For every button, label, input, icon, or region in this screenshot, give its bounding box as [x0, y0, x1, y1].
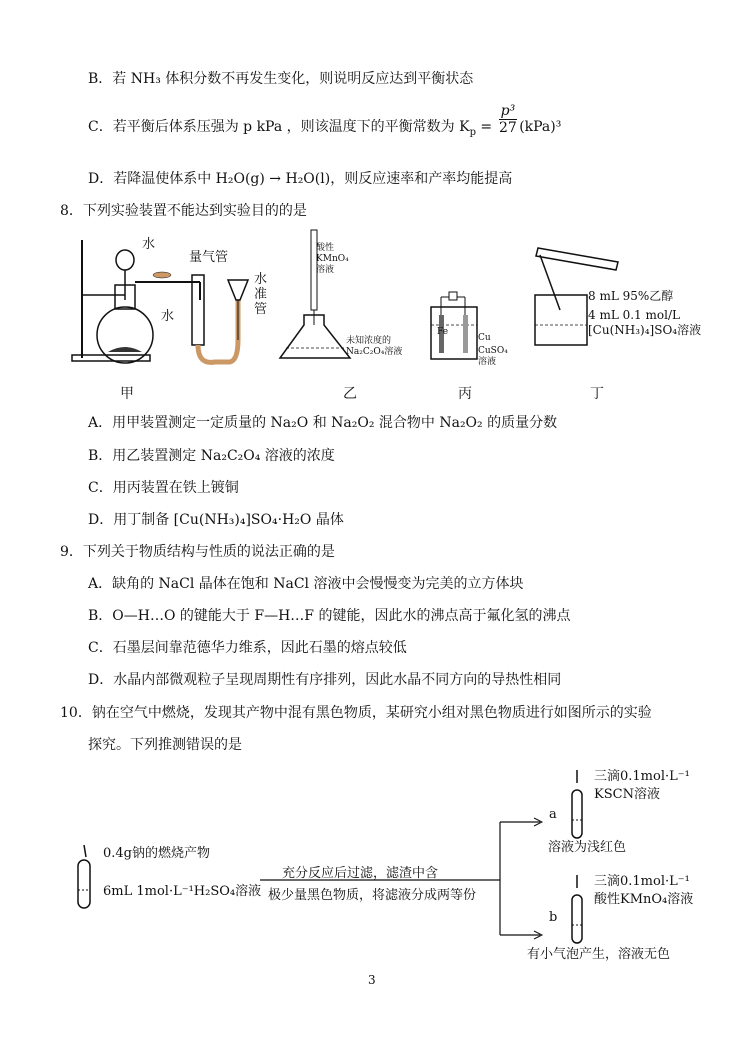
label-unknown-na2c2o4: 未知浓度的Na₂C₂O₄溶液: [346, 336, 403, 357]
caption-jia: 甲: [120, 386, 134, 402]
label-cu-ammonia-complex: 4 mL 0.1 mol/L [Cu(NH₃)₄]SO₄溶液: [588, 308, 702, 337]
arrow-text-top: 充分反应后过滤，滤渣中含: [282, 866, 439, 881]
arrow-text-bottom: 极少量黑色物质，将滤液分成两等份: [268, 888, 477, 903]
q7-fraction: [499, 103, 518, 136]
label-kscn: KSCN溶液: [594, 787, 660, 802]
q7-option-d: D．若降温使体系中 H₂O(g) → H₂O(l)，则反应速率和产率均能提高: [88, 171, 513, 187]
label-kscn-conc: 三滴0.1mol·L⁻¹: [594, 769, 690, 784]
label-kmno4-conc: 三滴0.1mol·L⁻¹: [594, 874, 690, 889]
q9-option-d: D．水晶内部微观粒子呈现周期性有序排列，因此水晶不同方向的导热性相同: [88, 672, 562, 688]
label-na-product: 0.4g钠的燃烧产物: [103, 846, 210, 861]
q7-kp-sub: p: [469, 126, 476, 138]
apparatus-jia-figure: [70, 230, 260, 370]
q9-option-c: C．石墨层间靠范德华力维系，因此石墨的熔点较低: [88, 640, 407, 656]
q9-option-b: B．O—H…O 的键能大于 F—H…F 的键能，因此水的沸点高于氟化氢的沸点: [88, 608, 571, 624]
label-cu: Cu: [478, 333, 491, 343]
page-number: 3: [368, 973, 376, 987]
label-kmno4: 酸性KMnO₄溶液: [316, 243, 349, 275]
q8-option-a: A．用甲装置测定一定质量的 Na₂O 和 Na₂O₂ 混合物中 Na₂O₂ 的质量分数: [88, 415, 558, 431]
q8-stem: 8．下列实验装置不能达到实验目的的是: [60, 203, 307, 219]
apparatus-bing-figure: [425, 295, 485, 365]
q9-stem: 9．下列关于物质结构与性质的说法正确的是: [60, 544, 335, 560]
q8-option-b: B．用乙装置测定 Na₂C₂O₄ 溶液的浓度: [88, 448, 335, 464]
q10-stem-line2: 探究。下列推测错误的是: [88, 737, 242, 753]
caption-ding: 丁: [590, 386, 604, 402]
q7-option-b: B．若 NH₃ 体积分数不再发生变化，则说明反应达到平衡状态: [88, 71, 474, 87]
label-fe: Fe: [437, 327, 449, 337]
label-kmno4-acid: 酸性KMnO₄溶液: [594, 892, 694, 907]
result-b: 有小气泡产生，溶液无色: [527, 947, 671, 962]
result-a: 溶液为浅红色: [548, 840, 627, 855]
label-leveling-tube: 水准管: [254, 272, 268, 317]
label-h2so4: 6mL 1mol·L⁻¹H₂SO₄溶液: [103, 884, 262, 899]
q7-numerator: p³: [500, 102, 516, 119]
q7-option-c: [88, 102, 562, 142]
label-branch-b: b: [549, 910, 558, 925]
q10-stem-line1: 10．钠在空气中燃烧，发现其产物中混有黑色物质，某研究小组对黑色物质进行如图所示的实验: [60, 705, 652, 721]
label-branch-a: a: [549, 807, 557, 822]
caption-bing: 丙: [458, 386, 472, 402]
q8-option-c: C．用丙装置在铁上镀铜: [88, 480, 239, 496]
q7-unit: (kPa)³: [519, 119, 562, 135]
label-cuso4: CuSO₄溶液: [478, 346, 508, 367]
label-jia-water-left: 水: [161, 309, 175, 324]
q7-denominator: 27: [498, 119, 517, 136]
label-gas-measuring-tube: 量气管: [189, 250, 229, 265]
label-jia-water-top: 水: [142, 237, 156, 252]
q7-equals: =: [475, 119, 497, 135]
q8-option-d: D．用丁制备 [Cu(NH₃)₄]SO₄·H₂O 晶体: [88, 512, 344, 528]
caption-yi: 乙: [343, 386, 357, 402]
q7-option-c-text: C．若平衡后体系压强为 p kPa ，则该温度下的平衡常数为 K: [88, 119, 470, 135]
q9-option-a: A．缺角的 NaCl 晶体在饱和 NaCl 溶液中会慢慢变为完美的立方体块: [88, 576, 524, 592]
label-ethanol: 8 mL 95%乙醇: [588, 289, 674, 303]
